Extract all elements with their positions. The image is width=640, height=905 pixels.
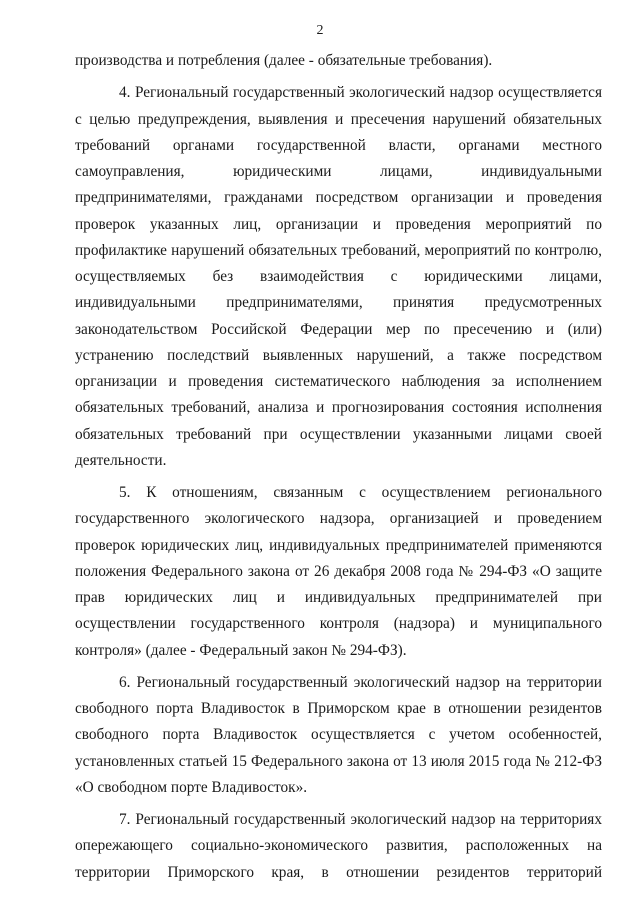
- document-body: [75, 48, 602, 886]
- paragraph-continuation: производства и потребления (далее - обязательные требования).: [75, 52, 493, 69]
- paragraph-item-5: 5. К отношениям, связанным с осуществлением регионального государственного экологического надзора, организацией и проведением проверок юридических лиц, индивидуальных предпринимателей применяются положения Федерального закона от 26 декабря 2008 года № 294-ФЗ «О защите прав юридических лиц и индивидуальных предпринимателей при осуществлении государственного контроля (надзора) и муниципального контроля» (далее - Федеральный закон № 294-ФЗ).: [75, 484, 602, 659]
- paragraph-item-4: 4. Региональный государственный экологический надзор осуществляется с целью предупреждения, выявления и пресечения нарушений обязательных требований органами государственной власти, органами местного самоуправления, юридическими лицами, индивидуальными предпринимателями, гражданами посредством организации и проведения проверок указанных лиц, организации и проведения мероприятий по профилактике нарушений обязательных требований, мероприятий по контролю, осуществляемых без взаимодействия с юридическими лицами, индивидуальными предпринимателями, принятия предусмотренных законодательством Российской Федерации мер по пресечению и (или) устранению последствий выявленных нарушений, а также посредством организации и проведения систематического наблюдения за исполнением обязательных требований, анализа и прогнозирования состояния исполнения обязательных требований при осуществлении указанными лицами своей деятельности.: [75, 84, 602, 469]
- page-number: 2: [316, 23, 324, 38]
- paragraph-item-7: 7. Региональный государственный экологический надзор на территориях опережающего социально-экономического развития, расположенных на территории Приморского края, в отношении резидентов территорий: [75, 811, 602, 881]
- paragraph-item-6: 6. Региональный государственный экологический надзор на территории свободного порта Владивосток в Приморском крае в отношении резидентов свободного порта Владивосток осуществляется с учетом особенностей, установленных статьей 15 Федерального закона от 13 июля 2015 года № 212-ФЗ «О свободном порте Владивосток».: [75, 673, 602, 796]
